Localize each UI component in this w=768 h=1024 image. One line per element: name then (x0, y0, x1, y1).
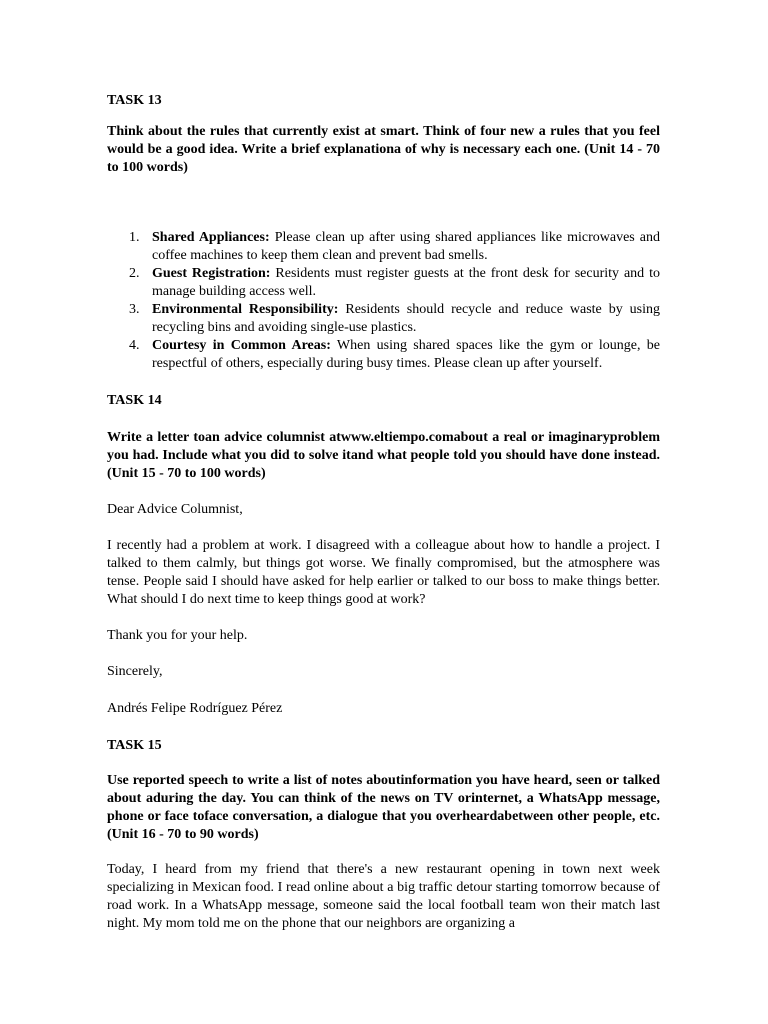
rule-title: Environmental Responsibility: (152, 302, 339, 317)
rule-text: Residents should recycle and reduce waste by using recycling bins and avoiding single-use plastics. (152, 302, 661, 335)
rule-title: Shared Appliances: (152, 230, 270, 245)
task-13-heading: TASK 13 (107, 93, 162, 108)
task-15-prompt: Use reported speech to write a list of notes aboutinformation you have heard, seen or talked about aduring the day. You can think of the news on TV orinternet, a WhatsApp message, phone or face toface conversation, a dialogue that you overheardabetween other people, etc. (Unit 16 - 70 to 90 words) (107, 773, 660, 842)
letter-body: I recently had a problem at work. I disagreed with a colleague about how to handle a project. I talked to them calmly, but things got worse. We finally compromised, but the atmosphere was tense. People said I should have asked for help earlier or talked to our boss to make things better. What should I do next time to keep things good at work? (107, 538, 660, 607)
rules-list (107, 229, 660, 373)
task-13-prompt: Think about the rules that currently exist at smart. Think of four new a rules that you feel would be a good idea. Write a brief explanationa of why is necessary each one. (Unit 14 - 70 to 100 words) (107, 124, 660, 175)
rule-title: Guest Registration: (152, 266, 271, 281)
rule-item (107, 337, 660, 373)
rule-number: 2. (129, 266, 140, 281)
rule-number: 3. (129, 302, 140, 317)
task-15-body: Today, I heard from my friend that there's a new restaurant opening in town next week specializing in Mexican food. I read online about a big traffic detour starting tomorrow because of road work. In a WhatsApp message, someone said the local football team won their match last night. My mom told me on the phone that our neighbors are organizing a (107, 862, 660, 931)
rule-number: 4. (129, 338, 140, 353)
rule-item (107, 301, 660, 337)
letter-thanks: Thank you for your help. (107, 628, 248, 643)
rule-text: Please clean up after using shared appliances like microwaves and coffee machines to keep them clean and prevent bad smells. (152, 230, 661, 263)
task-14-heading: TASK 14 (107, 393, 162, 408)
letter-closing: Sincerely, (107, 664, 163, 679)
rule-item (107, 265, 660, 301)
rule-number: 1. (129, 230, 140, 245)
rule-text: When using shared spaces like the gym or lounge, be respectful of others, especially during busy times. Please clean up after yourself. (152, 338, 660, 371)
task-14-prompt: Write a letter toan advice columnist atwww.eltiempo.comabout a real or imaginaryproblem you had. Include what you did to solve itand what people told you should have done instead.(Unit 15 - 70 to 100 words) (107, 430, 660, 481)
letter-signature: Andrés Felipe Rodríguez Pérez (107, 701, 283, 716)
rule-title: Courtesy in Common Areas: (152, 338, 331, 353)
letter-salutation: Dear Advice Columnist, (107, 502, 243, 517)
task-15-heading: TASK 15 (107, 738, 162, 753)
rule-text: Residents must register guests at the front desk for security and to manage building access well. (152, 266, 660, 299)
rule-item (107, 229, 660, 265)
